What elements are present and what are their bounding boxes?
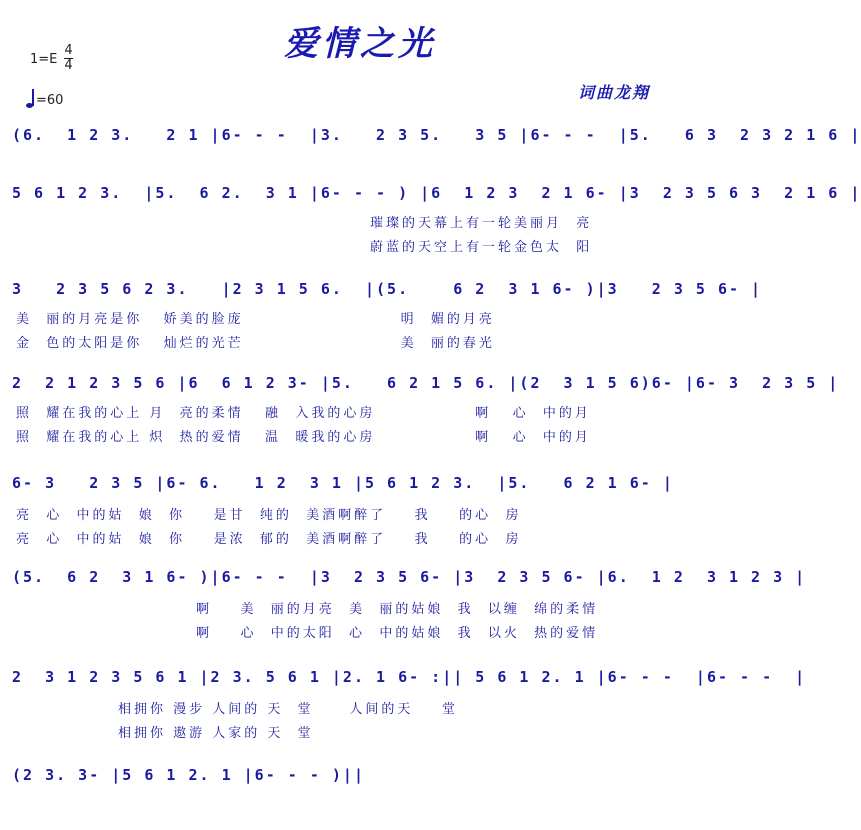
lyric-verse-1: 美 丽的月亮是你 娇美的脸庞 明 媚的月亮 (16, 312, 495, 327)
tempo-value: =60 (36, 93, 64, 108)
lyric-verse-1: 啊 美 丽的月亮 美 丽的姑娘 我 以缠 绵的柔情 (196, 602, 599, 617)
notation-line: 6- 3 2 3 5 |6- 6. 1 2 3 1 |5 6 1 2 3. |5. 6 2 1 6- | (12, 474, 674, 492)
lyric-verse-1: 亮 心 中的姑 娘 你 是甘 纯的 美酒啊醉了 我 的心 房 (16, 508, 522, 523)
notation-line: 2 2 1 2 3 5 6 |6 6 1 2 3- |5. 6 2 1 5 6. |(2 3 1 5 6)6- |6- 3 2 3 5 | (12, 374, 840, 392)
lyric-verse-2: 金 色的太阳是你 灿烂的光芒 美 丽的春光 (16, 336, 495, 351)
tempo-marking (26, 88, 63, 108)
time-signature (64, 44, 73, 73)
notation-line: (2 3. 3- |5 6 1 2. 1 |6- - - )|| (12, 766, 365, 784)
lyric-verse-1: 照 耀在我的心上 月 亮的柔情 融 入我的心房 啊 心 中的月 (16, 406, 591, 421)
meter-bottom: 4 (64, 58, 73, 73)
meter-top: 4 (64, 43, 73, 58)
quarter-note-icon (26, 88, 36, 108)
lyric-verse-1: 璀璨的天幕上有一轮美丽月 亮 (370, 216, 593, 231)
notation-line: 3 2 3 5 6 2 3. |2 3 1 5 6. |(5. 6 2 3 1 6- )|3 2 3 5 6- | (12, 280, 763, 298)
lyric-verse-2: 照 耀在我的心上 炽 热的爱情 温 暖我的心房 啊 心 中的月 (16, 430, 591, 445)
song-title: 爱情之光 (284, 24, 436, 64)
key-signature: 1=E (30, 52, 58, 67)
notation-line: (6. 1 2 3. 2 1 |6- - - |3. 2 3 5. 3 5 |6- - - |5. 6 3 2 3 2 1 6 | (12, 126, 861, 144)
lyric-verse-2: 相拥你 遨游 人家的 天 堂 (118, 726, 314, 741)
lyric-verse-2: 啊 心 中的太阳 心 中的姑娘 我 以火 热的爱情 (196, 626, 599, 641)
lyric-verse-2: 亮 心 中的姑 娘 你 是浓 郁的 美酒啊醉了 我 的心 房 (16, 532, 522, 547)
notation-line: 2 3 1 2 3 5 6 1 |2 3. 5 6 1 |2. 1 6- :|| 5 6 1 2. 1 |6- - - |6- - - | (12, 668, 807, 686)
composer-credit: 词曲龙翔 (578, 83, 651, 102)
notation-line: 5 6 1 2 3. |5. 6 2. 3 1 |6- - - ) |6 1 2 3 2 1 6- |3 2 3 5 6 3 2 1 6 | (12, 184, 861, 202)
lyric-verse-2: 蔚蓝的天空上有一轮金色太 阳 (370, 240, 593, 255)
lyric-verse-1: 相拥你 漫步 人间的 天 堂 人间的天 堂 (118, 702, 458, 717)
notation-line: (5. 6 2 3 1 6- )|6- - - |3 2 3 5 6- |3 2 3 5 6- |6. 1 2 3 1 2 3 | (12, 568, 807, 586)
